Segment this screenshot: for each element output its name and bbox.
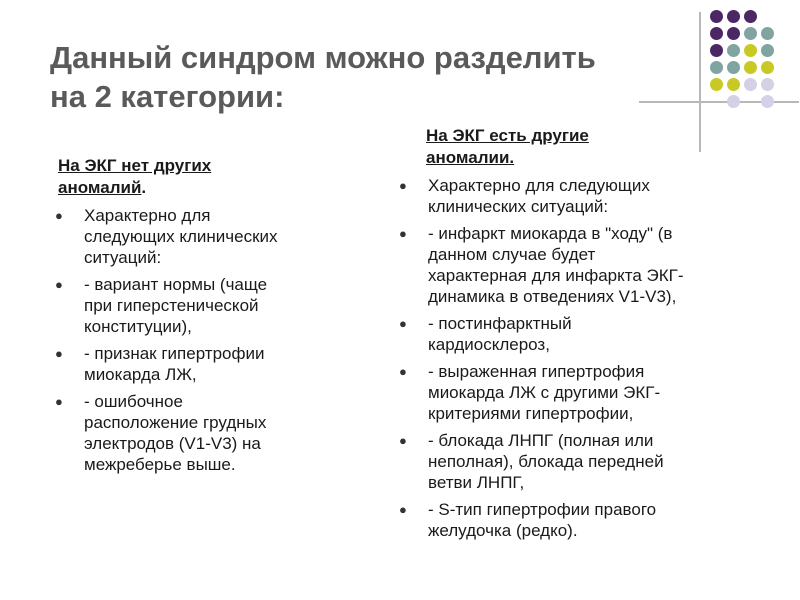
list-item-line: конституции),	[84, 317, 192, 336]
list-item-line: - постинфарктный	[428, 314, 572, 333]
list-item	[52, 391, 352, 475]
list-item-line: миокарда ЛЖ с другими ЭКГ-	[428, 383, 661, 402]
left-heading-line-2	[58, 177, 352, 199]
list-item-line: данном случае будет	[428, 245, 596, 264]
right-bullet-list	[396, 175, 776, 541]
list-item-line: Характерно для	[84, 206, 211, 225]
decorative-dot	[727, 27, 740, 40]
right-heading-line-1: На ЭКГ есть другие	[426, 126, 589, 145]
bullet-icon: ●	[399, 316, 407, 331]
list-item	[396, 313, 776, 355]
list-item-line: - блокада ЛНПГ (полная или	[428, 431, 654, 450]
list-item	[396, 430, 776, 493]
bullet-icon: ●	[399, 178, 407, 193]
list-item	[396, 499, 776, 541]
decorative-dot	[727, 78, 740, 91]
bullet-icon: ●	[399, 502, 407, 517]
left-heading-period: .	[141, 178, 147, 197]
list-item-line: неполная), блокада передней	[428, 452, 664, 471]
left-column	[52, 155, 352, 481]
slide-title-line-2: на 2 категории:	[50, 79, 285, 114]
list-item-line: желудочка (редко).	[428, 521, 578, 540]
right-heading-line-2: аномалии.	[426, 148, 515, 167]
right-column	[396, 125, 776, 547]
decorative-dot	[710, 10, 723, 23]
bullet-icon: ●	[399, 226, 407, 241]
decorative-dot	[727, 44, 740, 57]
left-column-heading	[52, 155, 352, 199]
list-item-line: при гиперстенической	[84, 296, 259, 315]
left-heading-line-1: На ЭКГ нет других	[58, 156, 212, 175]
decorative-dot	[744, 78, 757, 91]
decorative-dot	[761, 61, 774, 74]
decorative-dot	[710, 61, 723, 74]
bullet-icon: ●	[399, 433, 407, 448]
list-item-line: - признак гипертрофии	[84, 344, 265, 363]
decorative-dot	[761, 95, 774, 108]
list-item-line: ситуаций:	[84, 248, 162, 267]
list-item-line: - инфаркт миокарда в "ходу" (в	[428, 224, 673, 243]
list-item	[52, 205, 352, 268]
right-column-heading	[396, 125, 776, 169]
list-item-line: характерная для инфаркта ЭКГ-	[428, 266, 684, 285]
decorative-dot	[744, 10, 757, 23]
decorative-dot	[727, 61, 740, 74]
list-item-line: кардиосклероз,	[428, 335, 550, 354]
decorative-dot	[761, 78, 774, 91]
list-item	[396, 175, 776, 217]
list-item-line: - ошибочное	[84, 392, 183, 411]
decorative-dot	[727, 10, 740, 23]
list-item-line: электродов (V1-V3) на	[84, 434, 261, 453]
list-item	[396, 361, 776, 424]
list-item	[52, 343, 352, 385]
left-heading-line-2-text: аномалий	[58, 178, 142, 197]
list-item-line: критериями гипертрофии,	[428, 404, 634, 423]
horizontal-rule	[639, 101, 799, 103]
slide-title-line-1: Данный синдром можно разделить	[50, 40, 596, 75]
decorative-dot	[761, 27, 774, 40]
decorative-dot	[761, 44, 774, 57]
decorative-dot	[744, 27, 757, 40]
decorative-dot	[710, 44, 723, 57]
list-item-line: Характерно для следующих	[428, 176, 650, 195]
list-item-line: межреберье выше.	[84, 455, 236, 474]
list-item-line: миокарда ЛЖ,	[84, 365, 197, 384]
bullet-icon: ●	[55, 394, 63, 409]
list-item	[396, 223, 776, 307]
bullet-icon: ●	[399, 364, 407, 379]
bullet-icon: ●	[55, 346, 63, 361]
list-item-line: - S-тип гипертрофии правого	[428, 500, 657, 519]
list-item-line: - вариант нормы (чаще	[84, 275, 268, 294]
decorative-dot	[727, 95, 740, 108]
list-item-line: ветви ЛНПГ,	[428, 473, 525, 492]
left-bullet-list	[52, 205, 352, 475]
bullet-icon: ●	[55, 208, 63, 223]
bullet-icon: ●	[55, 277, 63, 292]
list-item	[52, 274, 352, 337]
decorative-dot	[744, 61, 757, 74]
decorative-dot	[744, 44, 757, 57]
list-item-line: расположение грудных	[84, 413, 267, 432]
list-item-line: - выраженная гипертрофия	[428, 362, 645, 381]
list-item-line: следующих клинических	[84, 227, 278, 246]
list-item-line: динамика в отведениях V1-V3),	[428, 287, 677, 306]
decorative-dot	[710, 27, 723, 40]
decorative-dot	[710, 78, 723, 91]
slide-title	[50, 38, 690, 116]
list-item-line: клинических ситуаций:	[428, 197, 609, 216]
